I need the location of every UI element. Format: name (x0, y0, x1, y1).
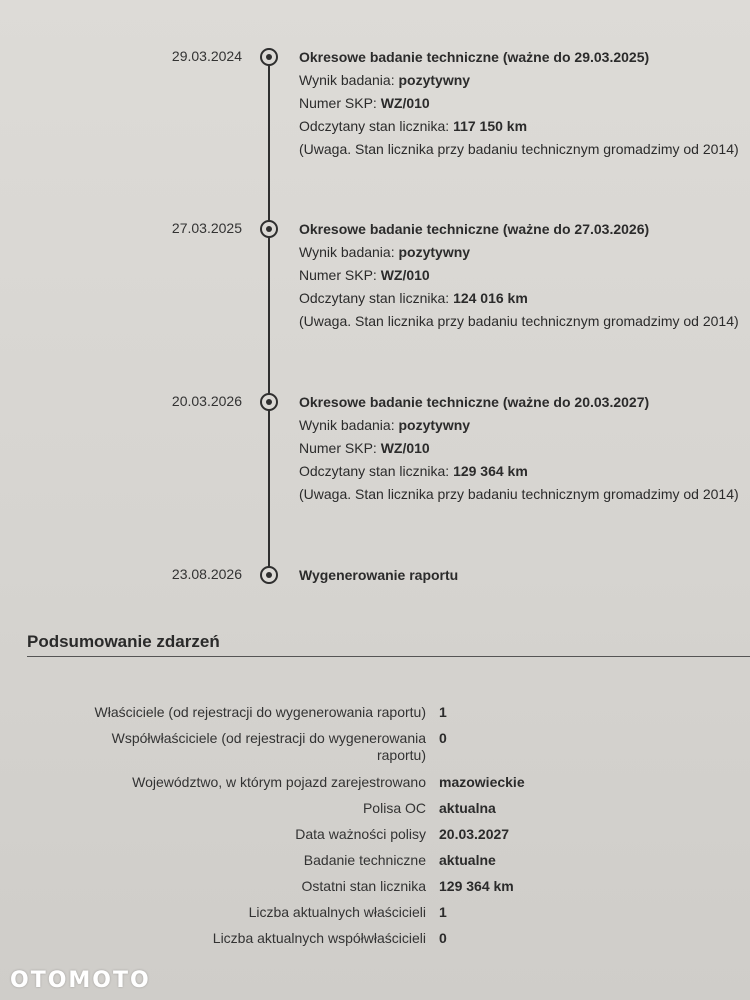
timeline-dot-icon (260, 393, 278, 411)
event-note: (Uwaga. Stan licznika przy badaniu technicznym gromadzimy od 2014) (299, 313, 739, 329)
timeline-dot-icon (260, 48, 278, 66)
event-odometer (299, 115, 744, 138)
result-value: pozytywny (398, 417, 471, 433)
section-divider (27, 656, 750, 657)
summary-label: Współwłaściciele (od rejestracji do wygenerowania raportu) (111, 730, 426, 763)
event-title: Wygenerowanie raportu (299, 567, 459, 583)
skp-value: WZ/010 (380, 440, 430, 456)
summary-label: Polisa OC (362, 800, 426, 816)
summary-value: aktualne (439, 852, 496, 868)
summary-label: Liczba aktualnych współwłaścicieli (212, 930, 426, 946)
event-note: (Uwaga. Stan licznika przy badaniu technicznym gromadzimy od 2014) (299, 141, 739, 157)
skp-value: WZ/010 (380, 267, 430, 283)
timeline-line (268, 56, 270, 576)
summary-label: Ostatni stan licznika (301, 878, 426, 894)
skp-value: WZ/010 (380, 95, 430, 111)
event-skp (299, 437, 744, 460)
odometer-value: 124 016 km (453, 290, 528, 306)
result-label: Wynik badania: (299, 244, 399, 260)
otomoto-watermark-logo: OTOMOTO (10, 968, 151, 993)
event-title: Okresowe badanie techniczne (ważne do 20.03.2027) (299, 394, 650, 410)
summary-value: mazowieckie (439, 774, 525, 790)
event-date: 20.03.2026 (171, 393, 242, 409)
result-value: pozytywny (398, 72, 471, 88)
summary-label: Województwo, w którym pojazd zarejestrowano (132, 774, 426, 790)
skp-label: Numer SKP: (299, 267, 381, 283)
timeline-dot-icon (260, 566, 278, 584)
result-label: Wynik badania: (299, 417, 399, 433)
event-title: Okresowe badanie techniczne (ważne do 27.03.2026) (299, 221, 650, 237)
summary-value: 0 (439, 930, 447, 946)
odometer-label: Odczytany stan licznika: (299, 463, 454, 479)
result-value: pozytywny (398, 244, 471, 260)
summary-label: Liczba aktualnych właścicieli (248, 904, 426, 920)
event-details (299, 46, 744, 161)
event-details (299, 391, 744, 506)
event-result (299, 241, 744, 264)
summary-value: 1 (439, 704, 447, 720)
event-details (299, 218, 744, 333)
event-details (299, 564, 744, 587)
summary-label: Właściciele (od rejestracji do wygenerowania raportu) (94, 704, 426, 720)
skp-label: Numer SKP: (299, 95, 381, 111)
result-label: Wynik badania: (299, 72, 399, 88)
odometer-value: 129 364 km (453, 463, 528, 479)
event-date: 27.03.2025 (171, 220, 242, 236)
summary-value: 1 (439, 904, 447, 920)
summary-value: 0 (439, 730, 447, 746)
event-title: Okresowe badanie techniczne (ważne do 29.03.2025) (299, 49, 650, 65)
event-note: (Uwaga. Stan licznika przy badaniu technicznym gromadzimy od 2014) (299, 486, 739, 502)
event-result (299, 414, 744, 437)
summary-value: aktualna (439, 800, 496, 816)
summary-heading: Podsumowanie zdarzeń (27, 632, 220, 651)
event-skp (299, 264, 744, 287)
summary-label: Badanie techniczne (303, 852, 426, 868)
skp-label: Numer SKP: (299, 440, 381, 456)
odometer-value: 117 150 km (453, 118, 528, 134)
event-odometer (299, 460, 744, 483)
event-odometer (299, 287, 744, 310)
event-date: 29.03.2024 (171, 48, 242, 64)
event-skp (299, 92, 744, 115)
summary-value: 20.03.2027 (439, 826, 510, 842)
summary-value: 129 364 km (439, 878, 514, 894)
odometer-label: Odczytany stan licznika: (299, 118, 454, 134)
odometer-label: Odczytany stan licznika: (299, 290, 454, 306)
event-date: 23.08.2026 (171, 566, 242, 582)
summary-label: Data ważności polisy (295, 826, 426, 842)
event-result (299, 69, 744, 92)
timeline-dot-icon (260, 220, 278, 238)
